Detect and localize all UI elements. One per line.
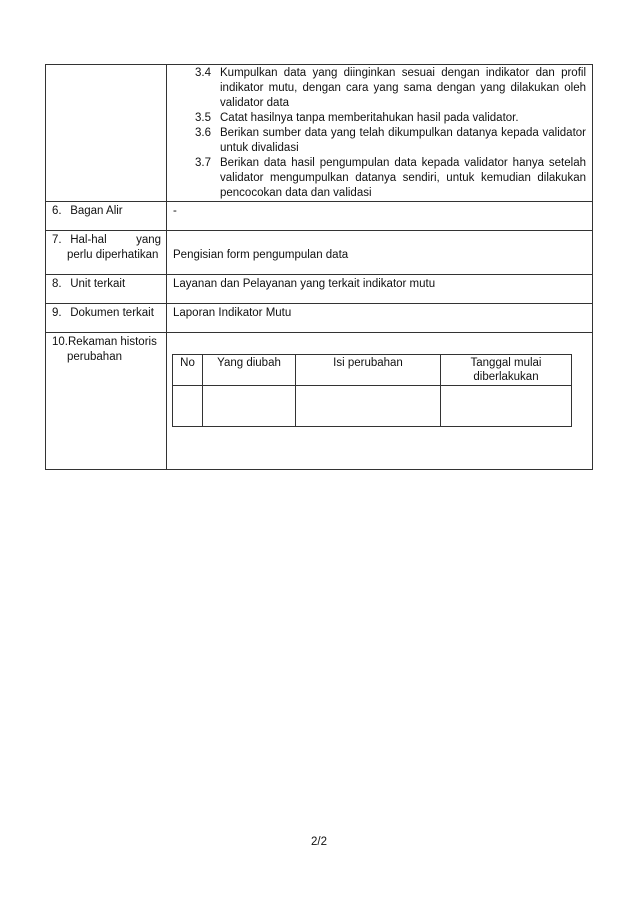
dokumen-terkait-row [46,304,593,333]
row-label: 6. Bagan Alir [52,205,123,217]
row-label: 10.Rekaman historis perubahan [52,336,157,363]
procedure-table [45,64,593,470]
unit-terkait-row [46,275,593,304]
header-isi-perubahan: Isi perubahan [296,355,441,386]
history-header-row [173,355,572,386]
empty-cell [173,386,203,427]
row-label: 8. Unit terkait [52,278,126,290]
row-value: - [173,205,177,217]
header-yang-diubah: Yang diubah [203,355,296,386]
header-no: No [173,355,203,386]
bagan-alir-row [46,202,593,231]
row-label: 9. Dokumen terkait [52,307,154,319]
empty-cell [441,386,572,427]
hal-hal-row [46,231,593,275]
steps-list [167,65,592,201]
steps-row [46,65,593,202]
empty-cell [296,386,441,427]
row-value: Layanan dan Pelayanan yang terkait indikator mutu [173,278,436,290]
row-value: Pengisian form pengumpulan data [173,249,349,261]
empty-cell [203,386,296,427]
step-item: 3.7 Berikan data hasil pengumpulan data kepada validator hanya setelah validator mengumpulkan datanya sendiri, untuk kemudian dilakukan pencocokan data dan validasi [195,157,586,199]
rekaman-historis-row [46,333,593,470]
row-value: Laporan Indikator Mutu [173,307,292,319]
step-item: 3.4 Kumpulkan data yang diinginkan sesuai dengan indikator dan profil indikator mutu, dengan cara yang sama dengan yang dilakukan oleh validator data [195,67,586,109]
page-number: 2/2 [311,836,327,848]
header-tanggal: Tanggal mulai diberlakukan [441,355,572,386]
history-empty-row [173,386,572,427]
step-item: 3.5 Catat hasilnya tanpa memberitahukan hasil pada validator. [195,112,519,124]
step-item: 3.6 Berikan sumber data yang telah dikumpulkan datanya kepada validator untuk divalidasi [195,127,586,154]
history-table [172,354,572,427]
row-label: 7. Hal-hal yang perlu diperhatikan [52,234,161,261]
